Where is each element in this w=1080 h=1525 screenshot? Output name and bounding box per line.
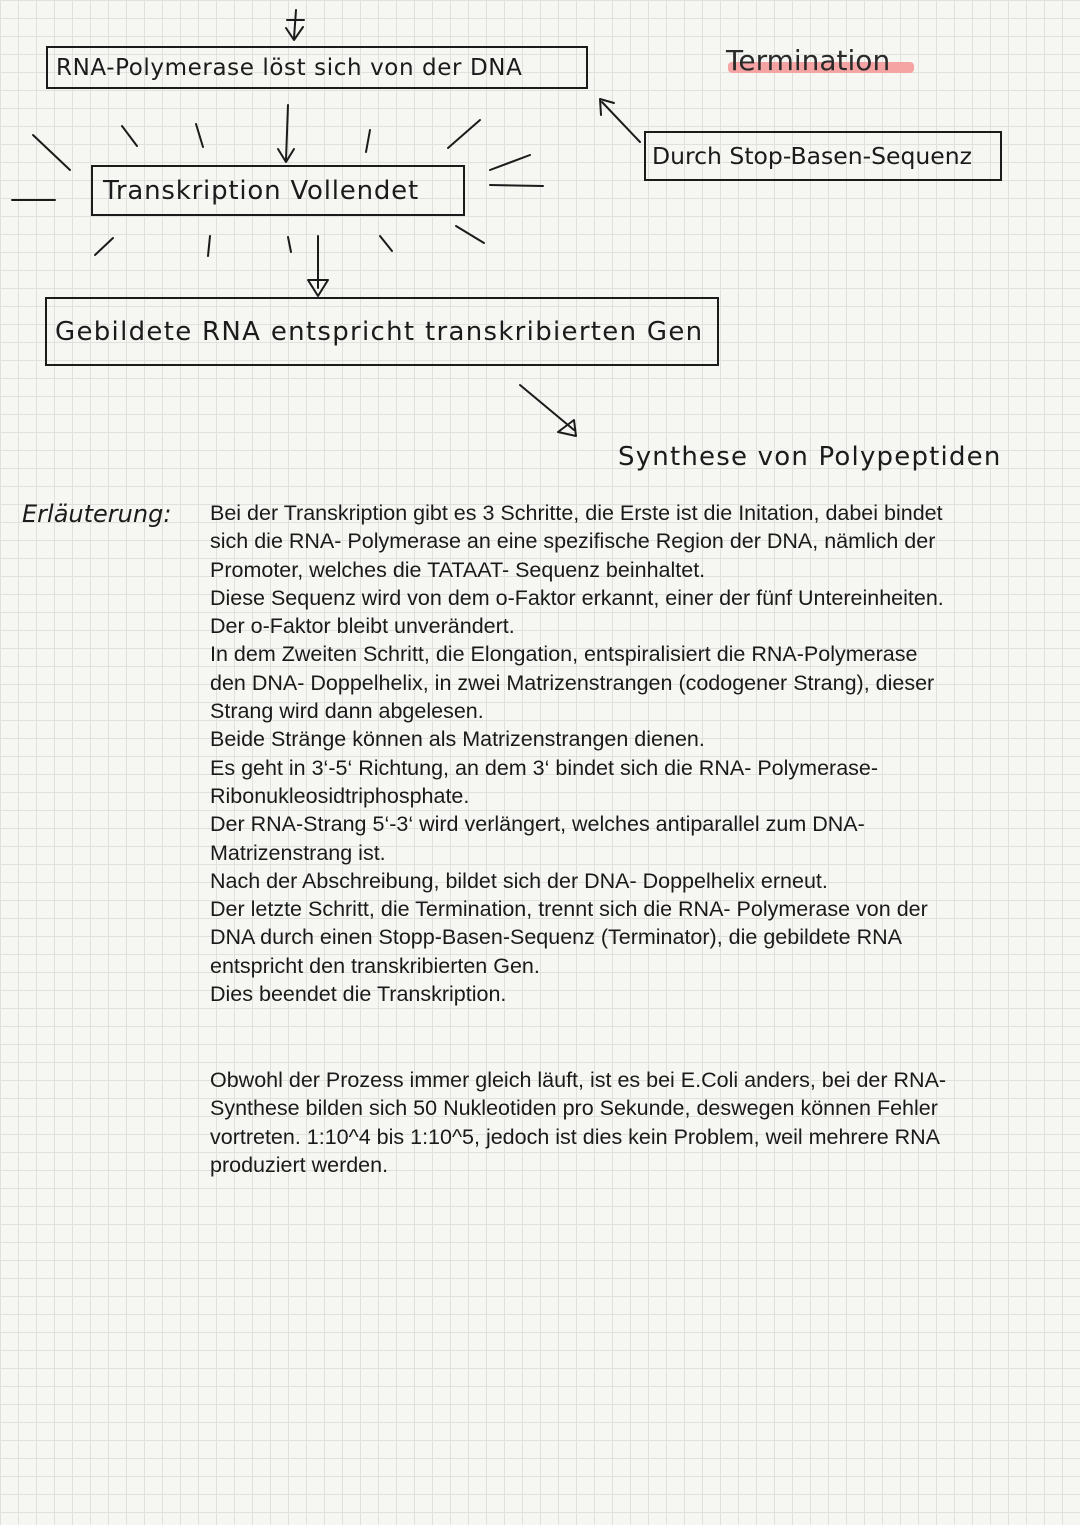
text-line: Der RNA-Strang 5‘-3‘ wird verlängert, welches antiparallel zum DNA- <box>210 812 865 837</box>
text-line: vortreten. 1:10^4 bis 1:10^5, jedoch ist dies kein Problem, weil mehrere RNA <box>210 1124 941 1149</box>
rna-result-box <box>45 297 719 366</box>
text-line: In dem Zweiten Schritt, die Elongation, entspiralisiert die RNA-Polymerase <box>210 642 918 667</box>
text-line: Promoter, welches die TATAAT- Sequenz beinhaltet. <box>210 557 706 582</box>
down-arrow-icon <box>278 105 294 162</box>
text-line: den DNA- Doppelhelix, in zwei Matrizenstrangen (codogener Strang), dieser <box>210 670 935 695</box>
text-line: Diese Sequenz wird von dem o-Faktor erkannt, einer der fünf Untereinheiten. <box>210 585 944 610</box>
termination-heading: Termination <box>726 44 891 77</box>
polymerase-detach-box <box>46 46 588 89</box>
text-line: Der o-Faktor bleibt unverändert. <box>210 614 515 639</box>
text-line: produziert werden. <box>210 1152 389 1177</box>
text-line: Es geht in 3‘-5‘ Richtung, an dem 3‘ bindet sich die RNA- Polymerase- <box>210 755 879 780</box>
rna-result-text: Gebildete RNA entspricht transkribierten Gen <box>55 316 704 347</box>
polymerase-detach-text: RNA-Polymerase löst sich von der DNA <box>56 54 523 81</box>
stop-sequence-text: Durch Stop-Basen-Sequenz <box>652 142 972 170</box>
explanation-label: Erläuterung: <box>22 500 172 528</box>
transcription-complete-box <box>91 165 465 216</box>
text-line: Nach der Abschreibung, bildet sich der DNA- Doppelhelix erneut. <box>210 868 828 893</box>
text-line: Beide Stränge können als Matrizenstrangen dienen. <box>210 727 705 752</box>
text-line: entspricht den transkribierten Gen. <box>210 953 540 978</box>
text-line: Dies beendet die Transkription. <box>210 982 507 1007</box>
text-line: Bei der Transkription gibt es 3 Schritte, die Erste ist die Initation, dabei bindet <box>210 501 943 525</box>
text-line: Der letzte Schritt, die Termination, trennt sich die RNA- Polymerase von der <box>210 897 928 922</box>
text-line: Matrizenstrang ist. <box>210 840 386 865</box>
text-line: Synthese bilden sich 50 Nukleotiden pro Sekunde, deswegen können Fehler <box>210 1096 938 1121</box>
transcription-complete-text: Transkription Vollendet <box>103 175 419 206</box>
down-arrow-icon <box>308 236 328 296</box>
text-line: Strang wird dann abgelesen. <box>210 699 484 724</box>
text-line: sich die RNA- Polymerase an eine spezifische Region der DNA, nämlich der <box>210 529 936 554</box>
text-line: Obwohl der Prozess immer gleich läuft, ist es bei E.Coli anders, bei der RNA- <box>210 1068 947 1092</box>
down-right-arrow-icon <box>520 385 576 436</box>
stop-sequence-box <box>644 131 1002 181</box>
incoming-arrow-icon <box>286 10 304 40</box>
ecoli-paragraph <box>210 1066 1040 1179</box>
explanation-paragraph <box>210 499 1040 1008</box>
text-line: Ribonukleosidtriphosphate. <box>210 783 470 808</box>
synthesis-note: Synthese von Polypeptiden <box>618 442 1002 472</box>
text-line: DNA durch einen Stopp-Basen-Sequenz (Terminator), die gebildete RNA <box>210 925 902 950</box>
up-left-arrow-icon <box>600 99 640 142</box>
